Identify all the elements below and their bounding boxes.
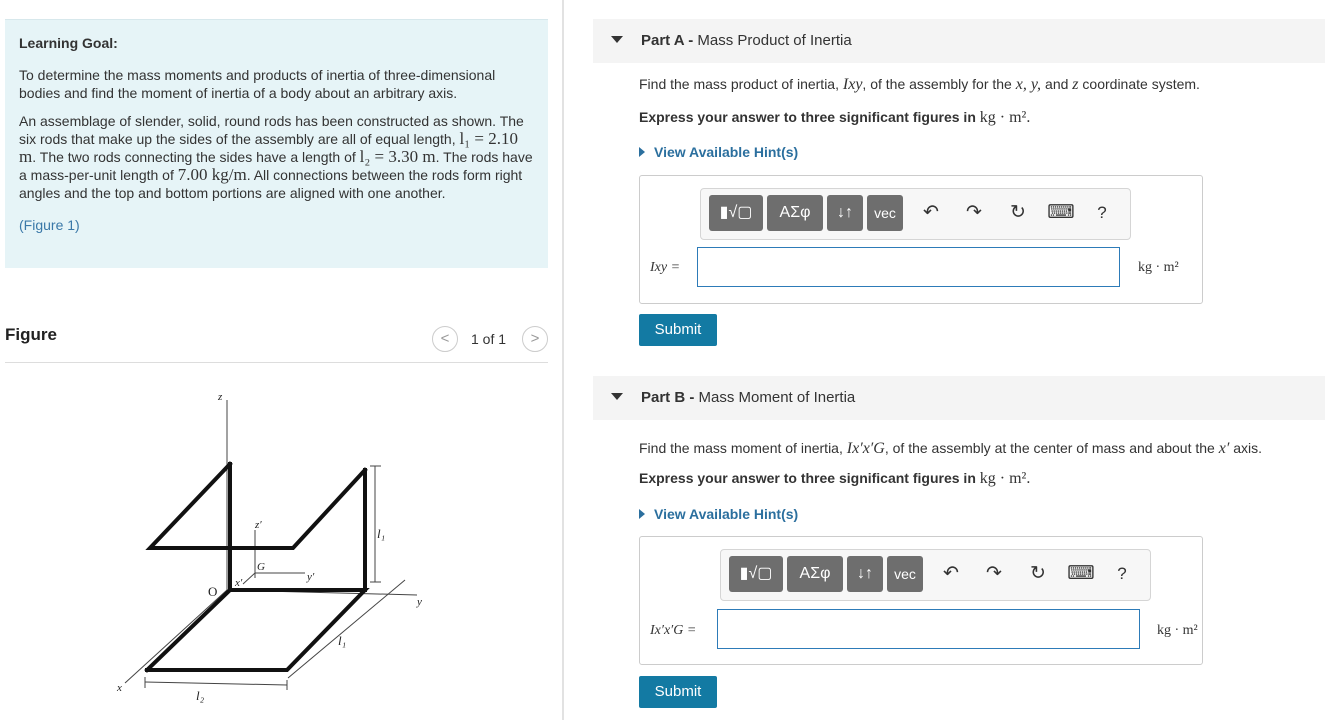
part-a-hint-link[interactable] <box>639 144 798 160</box>
part-a-answer-label: Ixy = <box>650 260 681 275</box>
collapse-triangle-icon[interactable] <box>611 36 623 43</box>
part-a-q-post: coordinate system. <box>1082 76 1200 92</box>
part-a-submit-button[interactable]: Submit <box>639 314 717 346</box>
figure-header <box>5 318 548 363</box>
part-a-title <box>641 32 852 49</box>
arrows-button[interactable]: ↓↑ <box>827 195 863 231</box>
templates-button[interactable]: ▮√▢ <box>709 195 763 231</box>
part-b-answer-label: Ix′x′G = <box>650 623 697 638</box>
figure-diagram <box>5 370 548 715</box>
problem-text-b: . The two rods connecting the sides have a length of <box>32 149 356 165</box>
collapse-triangle-icon[interactable] <box>611 393 623 400</box>
part-a-q-axes: x, y, <box>1015 76 1046 93</box>
part-b-sep: - <box>685 389 699 406</box>
y-label: y <box>417 596 422 608</box>
part-b-q-post: axis. <box>1233 440 1263 456</box>
part-a-name: Mass Product of Inertia <box>697 32 852 49</box>
part-b-q-axis: x′ <box>1218 440 1230 457</box>
pane-divider[interactable] <box>562 0 564 720</box>
part-b-math-toolbar <box>720 549 1151 601</box>
undo-icon[interactable]: ↶ <box>923 202 939 223</box>
arrows-button[interactable]: ↓↑ <box>847 556 883 592</box>
keyboard-icon[interactable]: ⌨ <box>1047 202 1075 223</box>
figure-title: Figure <box>5 325 57 344</box>
figure-link-open: ( <box>19 217 24 233</box>
undo-icon[interactable]: ↶ <box>943 563 959 584</box>
part-a-q-symbol: Ixy <box>842 76 863 93</box>
part-a-hint-text: View Available Hint(s) <box>654 144 799 160</box>
redo-icon[interactable]: ↷ <box>966 202 982 223</box>
learning-goal-title: Learning Goal: <box>19 35 118 51</box>
problem-text-a: An assemblage of slender, solid, round rods has been constructed as shown. The six rods that make up the sides of the assembly are all of equal length, <box>19 113 524 147</box>
part-a-express-unit: kg · m². <box>979 109 1031 126</box>
learning-goal-panel <box>5 19 548 268</box>
right-pane <box>593 0 1325 720</box>
part-a-answer-input[interactable] <box>697 247 1120 287</box>
l1-right-label: l₁ <box>377 526 386 541</box>
previous-figure-button[interactable]: < <box>432 326 458 352</box>
part-b-q-symbol: Ix′x′G <box>846 440 885 457</box>
part-a-answer-box <box>639 175 1203 304</box>
reset-icon[interactable]: ↻ <box>1010 202 1026 223</box>
rod-assembly-diagram <box>5 370 548 715</box>
y-prime-label: y′ <box>307 571 315 583</box>
part-a-q-z: z <box>1072 76 1079 93</box>
part-b-hint-text: View Available Hint(s) <box>654 506 799 522</box>
l1-bottom-label: l₁ <box>338 633 347 648</box>
z-label: z <box>218 391 223 403</box>
part-b-name: Mass Moment of Inertia <box>698 389 856 406</box>
problem-text-c: . The rods have a mass-per-unit length of <box>19 149 533 183</box>
part-b-submit-button[interactable]: Submit <box>639 676 717 708</box>
left-pane <box>0 0 562 720</box>
x-label: x <box>117 682 122 694</box>
l2-expression: l₂ = 3.30 m <box>359 147 436 166</box>
part-b-label: Part B <box>641 389 686 406</box>
part-b-title <box>641 389 855 406</box>
z-prime-label: z′ <box>255 519 262 531</box>
top-frame-rods <box>150 464 365 548</box>
greek-symbols-button[interactable]: ΑΣφ <box>787 556 843 592</box>
part-a-q-pre: Find the mass product of inertia, <box>639 76 839 92</box>
part-b-header[interactable] <box>593 376 1325 420</box>
problem-text-d: . All connections between the rods form right angles and the top and bottom portions are aligned with one another. <box>19 167 523 201</box>
part-a-math-toolbar <box>700 188 1131 240</box>
vector-button[interactable]: vec <box>867 195 903 231</box>
part-b-q-mid: , of the assembly at the center of mass and about the <box>884 440 1215 456</box>
center-label: G <box>257 561 265 573</box>
x-prime-label: x′ <box>235 577 243 589</box>
problem-statement <box>19 112 534 202</box>
figure-link[interactable]: Figure 1 <box>23 217 76 233</box>
origin-label: O <box>208 584 218 599</box>
l1-expression: l₁ = 2.10 m <box>19 129 518 166</box>
part-b-answer-input[interactable] <box>717 609 1140 649</box>
part-a-q-and: and <box>1045 76 1069 92</box>
hint-triangle-icon <box>639 147 645 157</box>
help-icon[interactable]: ? <box>1117 564 1127 583</box>
greek-symbols-button[interactable]: ΑΣφ <box>767 195 823 231</box>
hint-triangle-icon <box>639 509 645 519</box>
part-b-question <box>639 440 1262 458</box>
x-prime-axis <box>243 573 255 584</box>
part-a-q-mid: , of the assembly for the <box>862 76 1012 92</box>
part-a-sep: - <box>684 32 698 49</box>
part-b-express-text: Express your answer to three significant figures in <box>639 470 976 486</box>
figure-link-row <box>19 216 534 234</box>
part-a-label: Part A <box>641 32 685 49</box>
learning-goal-intro: To determine the mass moments and products of inertia of three-dimensional bodies and find the moment of inertia of a body about an arbitrary axis. <box>19 67 496 101</box>
part-a-express <box>639 109 1030 127</box>
reset-icon[interactable]: ↻ <box>1030 563 1046 584</box>
part-a-unit: kg · m² <box>1138 260 1179 275</box>
part-a-question <box>639 76 1200 94</box>
part-a-express-text: Express your answer to three significant figures in <box>639 109 976 125</box>
vector-button[interactable]: vec <box>887 556 923 592</box>
part-b-express <box>639 470 1030 488</box>
l2-dimension <box>145 682 287 685</box>
next-figure-button[interactable]: > <box>522 326 548 352</box>
mass-per-length-expression: 7.00 kg/m <box>177 165 247 184</box>
part-b-hint-link[interactable] <box>639 506 798 522</box>
figure-link-close: ) <box>75 217 80 233</box>
part-b-answer-box <box>639 536 1203 665</box>
keyboard-icon[interactable]: ⌨ <box>1067 563 1095 584</box>
part-b-q-pre: Find the mass moment of inertia, <box>639 440 843 456</box>
part-a-header[interactable] <box>593 19 1325 63</box>
bottom-frame-rods <box>147 590 365 670</box>
help-icon[interactable]: ? <box>1097 203 1107 222</box>
redo-icon[interactable]: ↷ <box>986 563 1002 584</box>
templates-button[interactable]: ▮√▢ <box>729 556 783 592</box>
part-b-express-unit: kg · m². <box>979 470 1031 487</box>
figure-pager-count: 1 of 1 <box>471 331 507 347</box>
l2-label: l₂ <box>196 688 205 703</box>
l1-bottom-dimension <box>288 580 405 678</box>
part-b-unit: kg · m² <box>1157 623 1198 638</box>
